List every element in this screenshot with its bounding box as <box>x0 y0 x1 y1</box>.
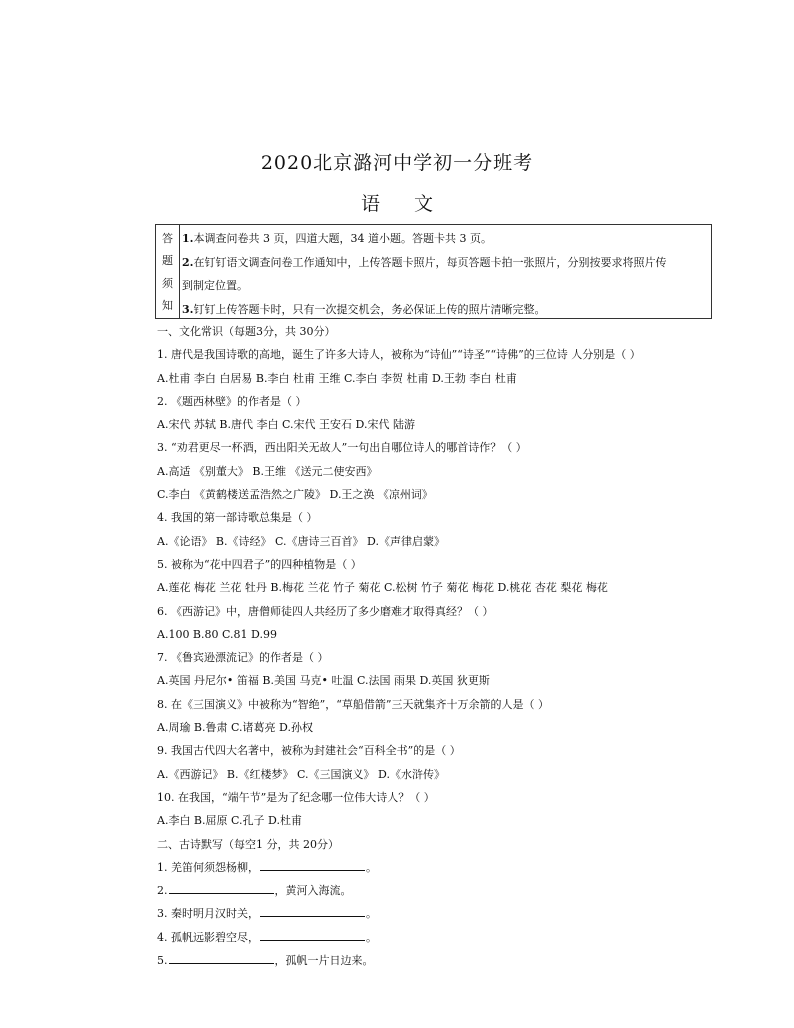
subject-title: 语文 <box>360 193 467 215</box>
fill-blank-item <box>157 949 717 972</box>
notice-label-char: 知 <box>162 298 173 312</box>
fill-blank-item <box>157 902 717 925</box>
fill-blank-suffix: 。 <box>366 930 377 944</box>
question-line: 5. 被称为“花中四君子”的四种植物是（ ） <box>157 557 362 571</box>
notice-body <box>181 225 711 321</box>
fill-blank-suffix: 。 <box>366 907 377 921</box>
notice-box <box>155 224 712 319</box>
notice-item-number: 3. <box>182 302 194 316</box>
fill-blank-item <box>157 926 717 949</box>
answer-blank[interactable] <box>169 883 274 894</box>
answer-blank[interactable] <box>260 906 365 917</box>
fill-blank-suffix: ，孤帆一片日边来。 <box>274 954 374 968</box>
answer-blank[interactable] <box>169 953 274 964</box>
options-line: A.李白 B.屈原 C.孔子 D.杜甫 <box>157 814 302 828</box>
fill-blank-suffix: 。 <box>366 860 377 874</box>
options-line: A.杜甫 李白 白居易 B.李白 杜甫 王维 C.李白 李贺 杜甫 D.王勃 李白 杜甫 <box>157 371 517 385</box>
options-line: A.《西游记》 B.《红楼梦》 C.《三国演义》 D.《水浒传》 <box>157 767 445 781</box>
page-title: 2020北京潞河中学初一分班考 <box>260 152 534 174</box>
notice-item <box>182 251 709 275</box>
question-line: 10. 在我国，“端午节”是为了纪念哪一位伟大诗人？（ ） <box>157 790 435 804</box>
notice-label-char: 须 <box>162 276 173 290</box>
fill-blank-prefix: 4. 孤帆远影碧空尽， <box>157 930 259 944</box>
notice-item-number: 1. <box>182 232 194 245</box>
notice-item-text: 到制定位置。 <box>182 279 248 292</box>
question-line: 6. 《西游记》中，唐僧师徒四人共经历了多少磨难才取得真经？（ ） <box>157 604 494 618</box>
answer-blank[interactable] <box>260 930 365 941</box>
options-line: A.宋代 苏轼 B.唐代 李白 C.宋代 王安石 D.宋代 陆游 <box>157 418 415 432</box>
exam-content <box>157 320 717 972</box>
question-line: 3. “劝君更尽一杯酒，西出阳关无故人”一句出自哪位诗人的哪首诗作？（ ） <box>157 441 527 455</box>
notice-item <box>182 274 709 298</box>
question-line: 9. 我国古代四大名著中，被称为封建社会“百科全书”的是（ ） <box>157 744 461 758</box>
question-line: 1. 唐代是我国诗歌的高地，诞生了许多大诗人，被称为“诗仙”“诗圣”“诗佛”的三位诗 人分别是（ ） <box>157 348 641 362</box>
section-heading: 二、古诗默写（每空1 分，共 20分） <box>157 837 339 851</box>
options-line: A.高适 《别董大》 B.王维 《送元二使安西》 <box>157 464 378 478</box>
fill-blank-prefix: 2. <box>157 884 168 898</box>
question-line: 2. 《题西林壁》的作者是（ ） <box>157 394 307 408</box>
notice-item-text: 本调查问卷共 3 页，四道大题，34 道小题。答题卡共 3 页。 <box>193 232 492 245</box>
fill-blank-suffix: ，黄河入海流。 <box>274 884 352 898</box>
question-line: 4. 我国的第一部诗歌总集是（ ） <box>157 511 318 525</box>
notice-item <box>182 227 709 251</box>
options-line: C.李白 《黄鹤楼送孟浩然之广陵》 D.王之涣 《凉州词》 <box>157 488 433 502</box>
options-line: A.莲花 梅花 兰花 牡丹 B.梅花 兰花 竹子 菊花 C.松树 竹子 菊花 梅花 D.桃花 杏花 梨花 梅花 <box>157 581 608 595</box>
notice-label-char: 题 <box>162 254 173 268</box>
notice-item-text: 在钉钉语文调查问卷工作通知中，上传答题卡照片，每页答题卡拍一张照片，分别按要求将照片传 <box>193 255 667 269</box>
fill-blank-prefix: 3. 秦时明月汉时关， <box>157 907 259 921</box>
notice-item-text: 钉钉上传答题卡时，只有一次提交机会，务必保证上传的照片清晰完整。 <box>193 302 546 316</box>
options-line: A.100 B.80 C.81 D.99 <box>157 627 277 641</box>
fill-blank-item <box>157 856 717 879</box>
options-line: A.《论语》 B.《诗经》 C.《唐诗三百首》 D.《声律启蒙》 <box>157 534 445 548</box>
fill-blank-prefix: 1. 羌笛何须怨杨柳， <box>157 860 259 874</box>
answer-blank[interactable] <box>260 860 365 871</box>
notice-item <box>182 298 709 322</box>
question-line: 8. 在《三国演义》中被称为“智绝”，“草船借箭”三天就集齐十万余箭的人是（ ） <box>157 697 549 711</box>
options-line: A.英国 丹尼尔• 笛福 B.美国 马克• 吐温 C.法国 雨果 D.英国 狄更斯 <box>157 674 490 688</box>
notice-item-number: 2. <box>182 255 194 269</box>
notice-label-char: 答 <box>162 232 173 246</box>
question-line: 7. 《鲁宾逊漂流记》的作者是（ ） <box>157 651 329 665</box>
notice-label <box>156 225 180 318</box>
fill-blank-prefix: 5. <box>157 954 168 968</box>
section-heading: 一、文化常识（每题3分，共 30分） <box>157 325 336 338</box>
options-line: A.周瑜 B.鲁肃 C.诸葛亮 D.孙权 <box>157 721 313 735</box>
fill-blank-item <box>157 879 717 902</box>
